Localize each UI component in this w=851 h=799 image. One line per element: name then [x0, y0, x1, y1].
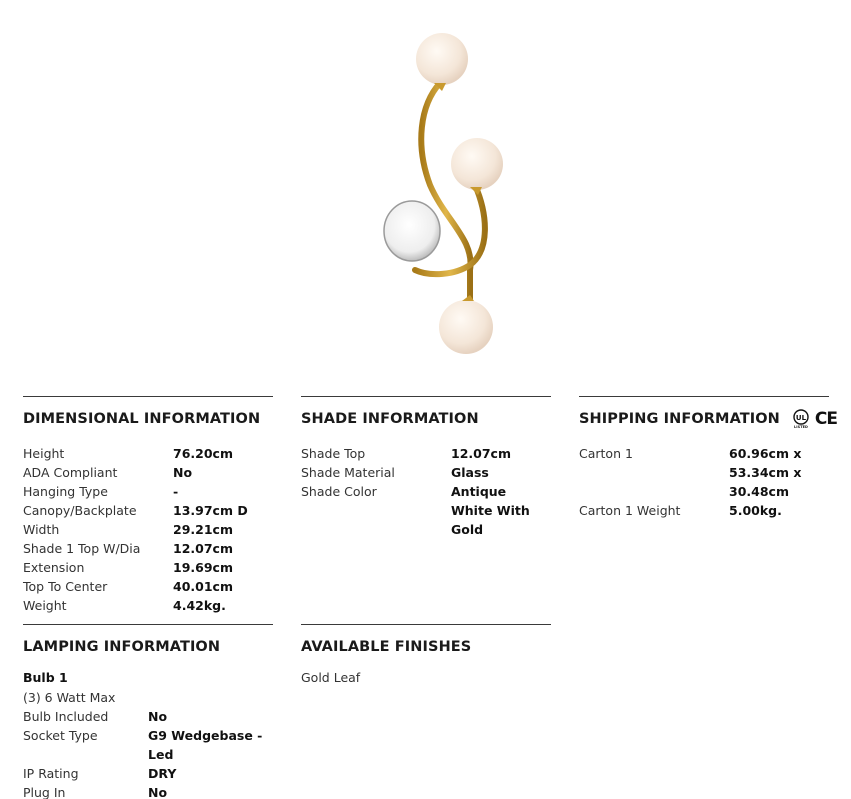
dimension-value: 19.69cm: [173, 560, 233, 575]
shade-label: Shade Color: [301, 484, 377, 499]
shade-title: SHADE INFORMATION: [301, 396, 551, 434]
shipping-row: [579, 444, 829, 501]
dimension-value: 4.42kg.: [173, 598, 226, 613]
ul-text: UL: [795, 413, 807, 422]
bulb-title: Bulb 1: [23, 670, 68, 685]
shipping-header: [579, 396, 838, 434]
lamping-row: [23, 764, 273, 783]
dimension-label: Width: [23, 522, 60, 537]
shipping-rows: [579, 444, 829, 520]
dimension-label: Weight: [23, 598, 67, 613]
shade-row: [301, 444, 551, 463]
dimension-label: Extension: [23, 560, 85, 575]
globe-middle: [451, 138, 503, 190]
shipping-label: Carton 1 Weight: [579, 503, 681, 518]
dimension-value: 76.20cm: [173, 446, 233, 461]
backplate-disc: [384, 201, 440, 261]
lamping-row: [23, 783, 273, 799]
dimensional-title: DIMENSIONAL INFORMATION: [23, 396, 273, 434]
dimension-row: [23, 501, 273, 520]
dimension-value: -: [173, 484, 179, 499]
dimension-value: 12.07cm: [173, 541, 233, 556]
ul-listed-icon: [790, 409, 812, 429]
dimension-label: Shade 1 Top W/Dia: [23, 541, 141, 556]
finish-item: Gold Leaf: [301, 670, 361, 685]
dimension-row: [23, 520, 273, 539]
lamping-label: Plug In: [23, 785, 66, 799]
lamping-title: LAMPING INFORMATION: [23, 624, 273, 662]
lamping-label: Socket Type: [23, 728, 98, 743]
ce-mark-icon: CE: [814, 408, 838, 429]
dimension-row: [23, 596, 273, 615]
ul-listed-text: LISTED: [793, 424, 808, 429]
lamping-value: No: [148, 785, 168, 799]
dimension-value: 29.21cm: [173, 522, 233, 537]
dimension-row: [23, 463, 273, 482]
globe-bottom: [439, 300, 493, 354]
dimension-row: [23, 444, 273, 463]
shipping-value: 60.96cm x 53.34cm x 30.48cm: [729, 446, 802, 499]
dimension-label: Canopy/Backplate: [23, 503, 137, 518]
dimension-label: Height: [23, 446, 65, 461]
dimension-label: Hanging Type: [23, 484, 108, 499]
product-image: [370, 25, 520, 360]
shipping-value: 5.00kg.: [729, 503, 782, 518]
lamping-list: [23, 707, 273, 799]
shipping-section: [579, 396, 838, 520]
lamping-row: [23, 707, 273, 726]
lamping-section: [23, 624, 273, 799]
shade-value: Glass: [451, 465, 489, 480]
dimension-row: [23, 558, 273, 577]
lamping-value: No: [148, 709, 168, 724]
shade-section: [301, 396, 551, 539]
dimension-value: No: [173, 465, 193, 480]
shade-label: Shade Material: [301, 465, 395, 480]
dimension-row: [23, 482, 273, 501]
dimension-label: Top To Center: [23, 579, 108, 594]
lamping-rows: [23, 668, 273, 799]
shipping-label: Carton 1: [579, 446, 633, 461]
dimension-row: [23, 577, 273, 596]
dimension-value: 40.01cm: [173, 579, 233, 594]
lamping-row: [23, 726, 273, 764]
lamping-value: DRY: [148, 766, 177, 781]
finishes-list: [301, 668, 551, 687]
dimension-row: [23, 539, 273, 558]
lamping-value: G9 Wedgebase - Led: [148, 728, 263, 762]
shade-value: Antique White With Gold: [451, 484, 530, 537]
bulb-note: (3) 6 Watt Max: [23, 690, 116, 705]
finishes-title: AVAILABLE FINISHES: [301, 624, 551, 662]
lamping-label: IP Rating: [23, 766, 79, 781]
dimensional-section: [23, 396, 273, 615]
dimension-value: 13.97cm D: [173, 503, 248, 518]
finishes-section: [301, 624, 551, 687]
shade-row: [301, 482, 551, 539]
shade-row: [301, 463, 551, 482]
shipping-row: [579, 501, 829, 520]
dimension-label: ADA Compliant: [23, 465, 118, 480]
dimensional-rows: [23, 444, 273, 615]
shade-rows: [301, 444, 551, 539]
certification-marks: [790, 409, 837, 429]
shade-label: Shade Top: [301, 446, 366, 461]
lamping-label: Bulb Included: [23, 709, 109, 724]
shade-value: 12.07cm: [451, 446, 511, 461]
globe-top: [416, 33, 468, 85]
shipping-title: SHIPPING INFORMATION: [579, 410, 780, 427]
